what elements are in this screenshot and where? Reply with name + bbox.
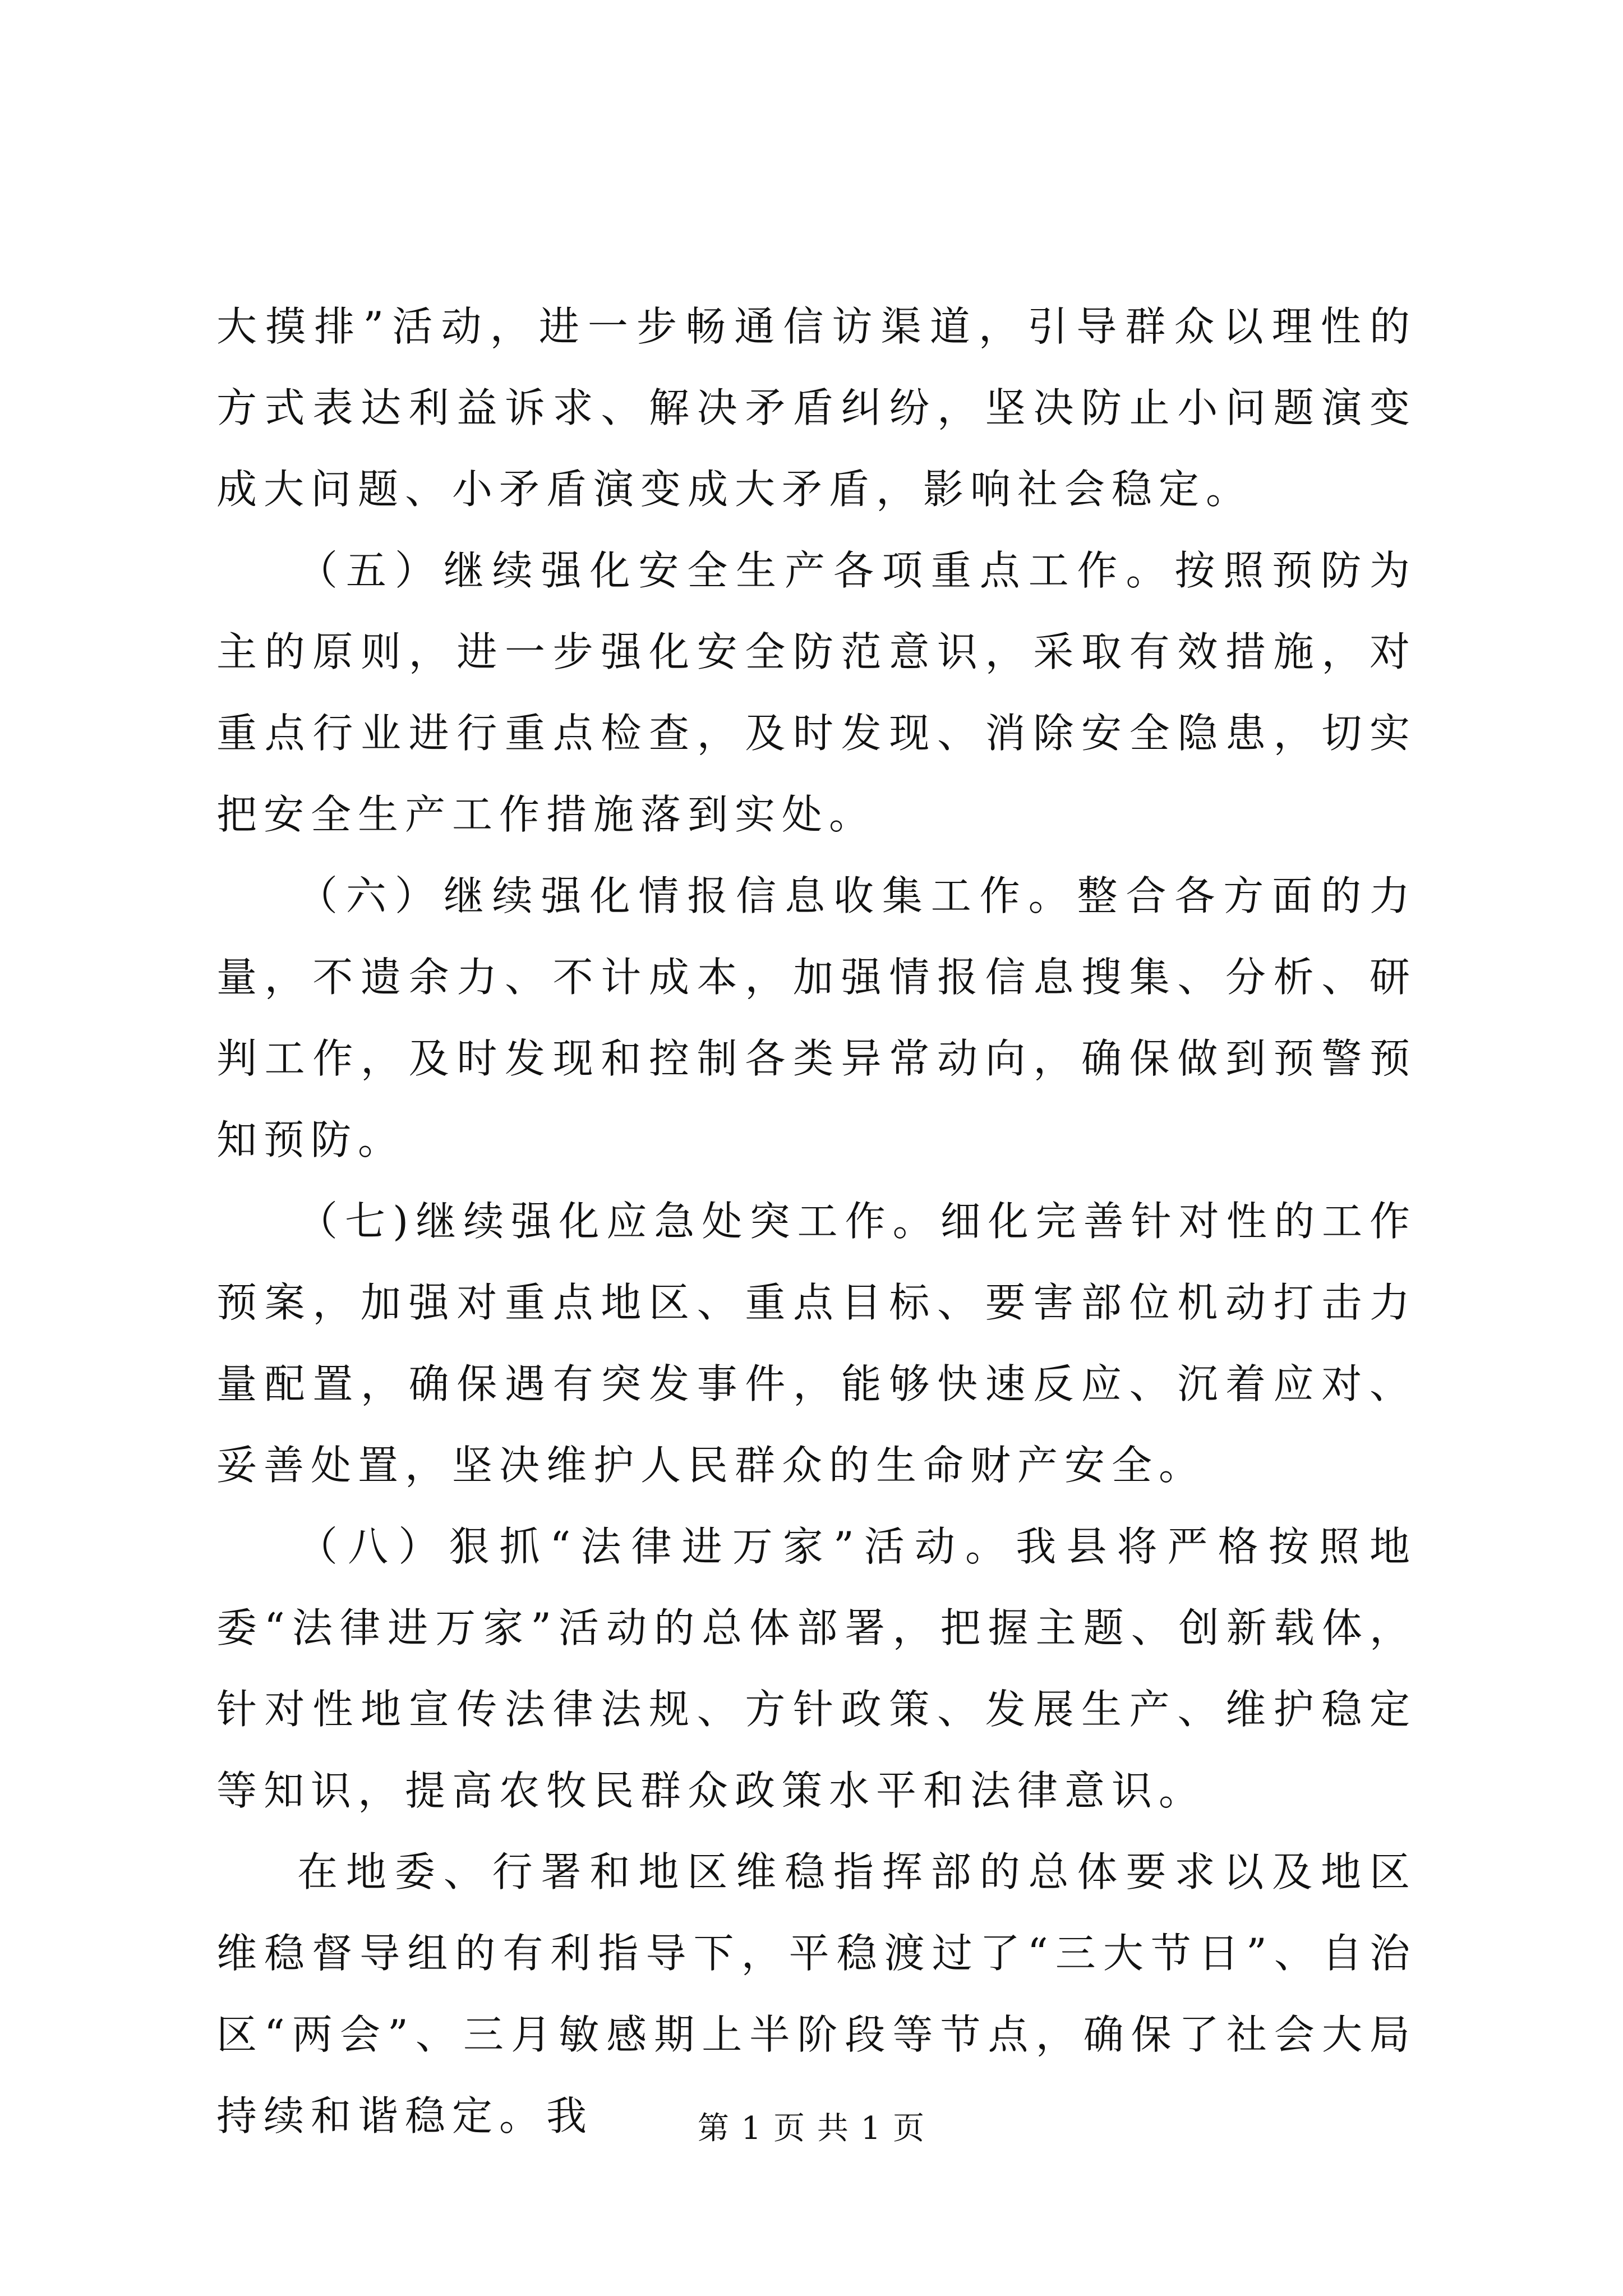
paragraph-1: 大摸排”活动，进一步畅通信访渠道，引导群众以理性的方式表达利益诉求、解决矛盾纠纷，坚决防止小问题演变成大问题、小矛盾演变成大矛盾，影响社会稳定。: [216, 303, 1417, 513]
paragraph-4: （七)继续强化应急处突工作。细化完善针对性的工作预案，加强对重点地区、重点目标、要害部位机动打击力量配置，确保遇有突发事件，能够快速反应、沉着应对、妥善处置，坚决维护人民群众的生命财产安全。: [216, 1198, 1417, 1489]
paragraph-6: 在地委、行署和地区维稳指挥部的总体要求以及地区维稳督导组的有利指导下，平稳渡过了“三大节日”、自治区“两会”、三月敏感期上半阶段等节点，确保了社会大局持续和谐稳定。我: [216, 1848, 1417, 2139]
page-number-footer: 第 1 页 共 1 页: [697, 2110, 926, 2147]
paragraph-3: （六）继续强化情报信息收集工作。整合各方面的力量，不遗余力、不计成本，加强情报信息搜集、分析、研判工作，及时发现和控制各类异常动向，确保做到预警预知预防。: [216, 872, 1417, 1163]
document-body: [216, 286, 1417, 2157]
paragraph-2: （五）继续强化安全生产各项重点工作。按照预防为主的原则，进一步强化安全防范意识，采取有效措施，对重点行业进行重点检查，及时发现、消除安全隐患，切实把安全生产工作措施落到实处。: [216, 547, 1417, 838]
paragraph-5: （八）狠抓“法律进万家”活动。我县将严格按照地委“法律进万家”活动的总体部署，把握主题、创新载体，针对性地宣传法律法规、方针政策、发展生产、维护稳定等知识，提高农牧民群众政策水平和法律意识。: [216, 1523, 1417, 1814]
